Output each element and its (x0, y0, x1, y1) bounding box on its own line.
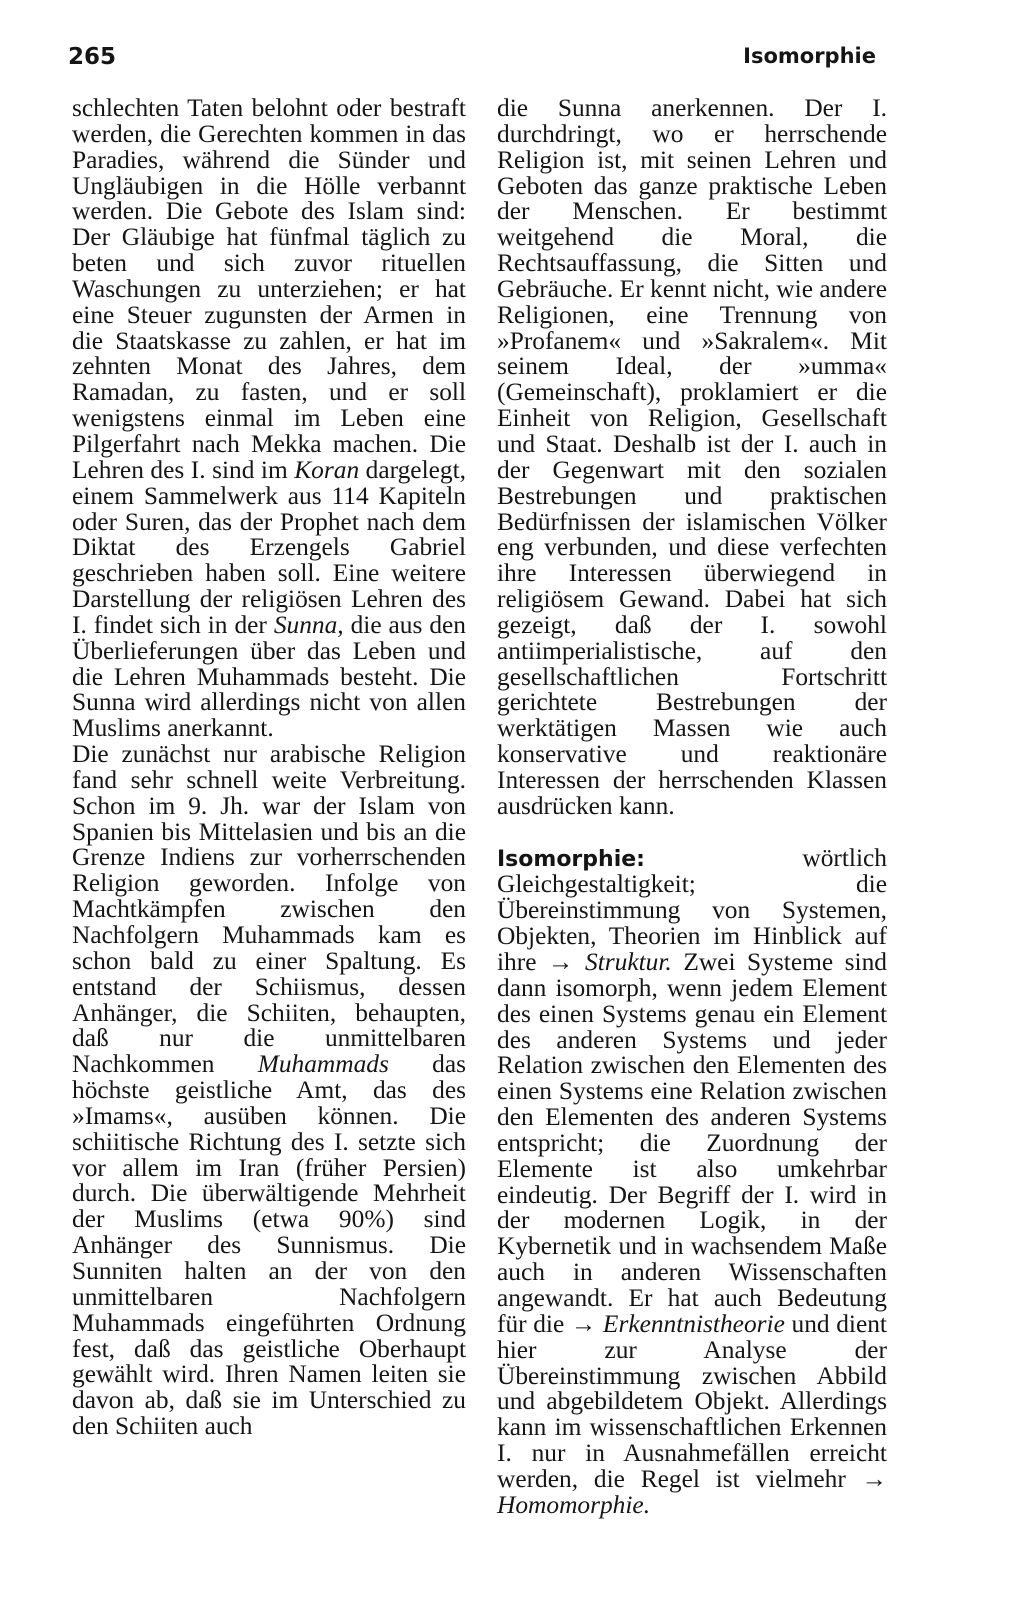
paragraph-islam-spread (72, 742, 466, 1440)
text-run: das höchste geistliche Amt, das des »Imams«, ausüben können. Die schiitische Richtung des I. setzte sich vor allem im Iran (früher Persien) durch. Die überwältigende Mehrheit der Muslims (etwa 90%) sind Anhänger des Sunnismus. Die Sunniten halten an der von den unmittelbaren Nachfolgern Muhammads eingeführten Ordnung fest, daß das geistliche Oberhaupt gewählt wird. Ihren Namen leiten sie davon ab, daß sie im Unterschied zu den Schiiten auch (72, 1050, 466, 1441)
text-run: und dient hier zur Analyse der Übereinstimmung zwischen Abbild und abgebildetem Objekt. Allerdings kann im wissenschaftlichen Erkennen I. nur in Ausnahmefällen erreicht werden, die Regel ist vielmehr (497, 1309, 887, 1493)
left-column (72, 96, 466, 1440)
paragraph-islam-continued: die Sunna anerkennen. Der I. durchdringt, wo er herrschende Religion ist, mit seinen Lehren und Geboten das ganze praktische Leben der Menschen. Er bestimmt weitgehend die Moral, die Rechtsauffassung, die Sitten und Gebräuche. Er kennt nicht, wie andere Religionen, eine Trennung von »Profanem« und »Sakralem«. Mit seinem Ideal, der »umma« (Gemeinschaft), proklamiert er die Einheit von Religion, Gesellschaft und Staat. Deshalb ist der I. auch in der Gegenwart mit den sozialen Bestrebungen und praktischen Bedürfnissen der islamischen Völker eng verbunden, und diese verfechten ihre Interessen überwiegend in religiösem Gewand. Dabei hat sich gezeigt, daß der I. sowohl antiimperialistische, auf den gesellschaftlichen Fortschritt gerichtete Bestrebungen der werktätigen Massen wie auch konservative und reaktionäre Interessen der herrschenden Klassen ausdrücken kann. (497, 94, 887, 820)
reference-muhammads: Muhammads (257, 1050, 389, 1079)
text-run: Zwei Systeme sind dann isomorph, wenn jedem Element des einen Systems genau ein Element des anderen Systems und jeder Relation zwischen den Elementen des einen Systems eine Relation zwischen den Elementen des anderen Systems entspricht; die Zuordnung der Elemente ist also umkehrbar eindeutig. Der Begriff der I. wird in der modernen Logik, in der Kybernetik und in wachsendem Maße auch in anderen Wissenschaften angewandt. Er hat auch Bedeutung für die (497, 948, 887, 1338)
page-number: 265 (68, 44, 117, 70)
cross-reference-erkenntnistheorie[interactable]: → Erkenntnistheorie (570, 1309, 785, 1338)
reference-sunna: Sunna, (273, 610, 344, 639)
text-run: dargelegt, einem Sammelwerk aus 114 Kapiteln oder Suren, das der Prophet nach dem Diktat des Erzengels Gabriel geschrieben haben soll. Eine weitere Darstellung der religiösen Lehren des I. findet sich in der (72, 455, 466, 639)
text-run: schlechten Taten belohnt oder bestraft werden, die Gerechten kommen in das Paradies, während die Sünder und Ungläubigen in die Hölle verbannt werden. Die Gebote des Islam sind: Der Gläubige hat fünfmal täglich zu beten und sich zuvor rituellen Waschungen zu unterziehen; er hat eine Steuer zugunsten der Armen in die Staatskasse zu zahlen, er hat im zehnten Monat des Jahres, dem Ramadan, zu fasten, und er soll wenigstens einmal im Leben eine Pilgerfahrt nach Mekka machen. Die Lehren des I. sind im (72, 94, 466, 484)
cross-reference-homomorphie[interactable]: → Homomorphie. (497, 1464, 887, 1519)
text-run: wörtlich Gleichgestaltigkeit; die Übereinstimmung von Systemen, Objekten, Theorien im Hinblick auf ihre (497, 843, 887, 976)
entry-term: Isomorphie: (497, 846, 645, 872)
running-head: Isomorphie (743, 44, 876, 68)
cross-reference-struktur[interactable]: → Struktur. (548, 948, 672, 976)
text-run: die aus den Überlieferungen über das Leben und die Lehren Muhammads besteht. Die Sunna wird allerdings nicht von allen Muslims anerkannt. (72, 610, 466, 743)
text-run: Die zunächst nur arabische Religion fand sehr schnell weite Verbreitung. Schon im 9. Jh. war der Islam von Spanien bis Mittelasien und bis an die Grenze Indiens zur vorherrschenden Religion geworden. Infolge von Machtkämpfen zwischen den Nachfolgern Muhammads kam es schon bald zu einer Spaltung. Es entstand der Schiismus, dessen Anhänger, die Schiiten, behaupten, daß nur die unmittelbaren Nachkommen (72, 740, 466, 1079)
entry-isomorphie (497, 843, 887, 1519)
reference-koran: Koran (294, 455, 360, 484)
paragraph-islam-doctrine (72, 96, 466, 742)
right-column (497, 96, 887, 1519)
page-header (68, 44, 876, 84)
